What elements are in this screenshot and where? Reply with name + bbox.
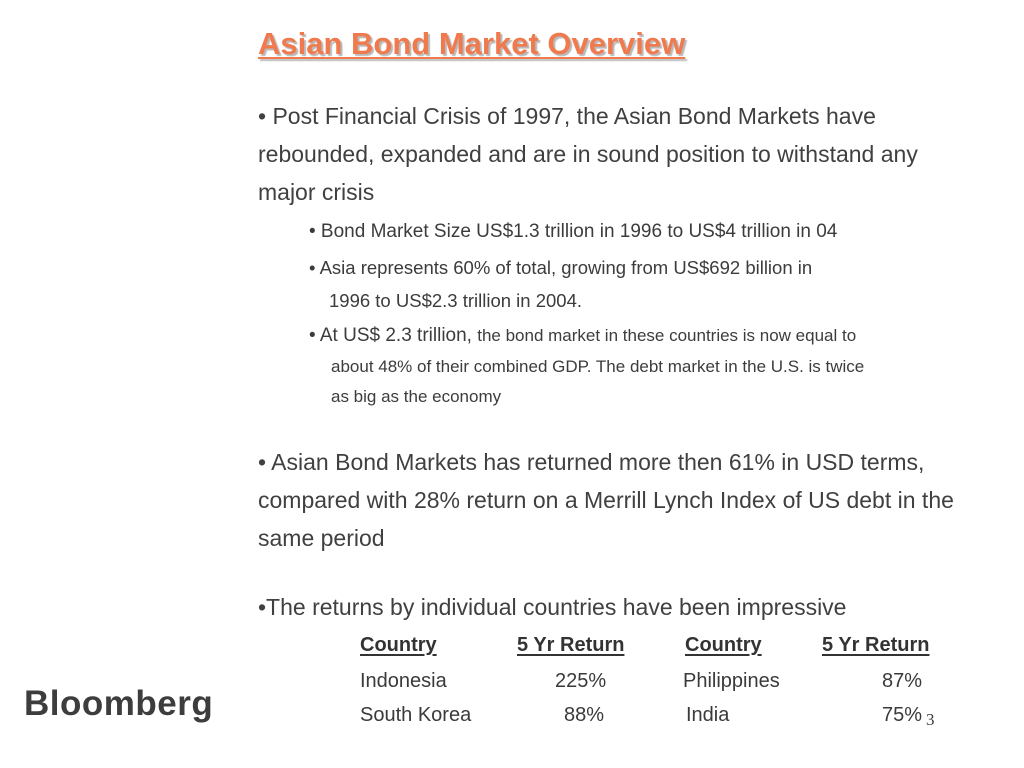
table-cell-country: Indonesia bbox=[360, 670, 447, 692]
bullet-returns-usd: • Asian Bond Markets has returned more then 61% in USD terms, compared with 28% return on a Merrill Lynch Index of US debt in the same period bbox=[258, 449, 954, 551]
sub-bullet-market-size: • Bond Market Size US$1.3 trillion in 1996 to US$4 trillion in 04 bbox=[309, 221, 838, 242]
bullet-post-crisis: • Post Financial Crisis of 1997, the Asian Bond Markets have rebounded, expanded and are in sound position to withstand any major crisis bbox=[258, 103, 918, 205]
table-header-return-2: 5 Yr Return bbox=[822, 634, 930, 656]
bloomberg-logo: Bloomberg bbox=[24, 684, 214, 723]
sub-bullet-gdp-lead: • At US$ 2.3 trillion, bbox=[309, 325, 478, 346]
table-cell-country: India bbox=[686, 704, 730, 726]
table-cell-return: 225% bbox=[555, 670, 607, 692]
table-cell-return: 87% bbox=[882, 670, 923, 692]
page-number: 3 bbox=[926, 710, 935, 729]
bullet-country-returns: •The returns by individual countries have been impressive bbox=[258, 594, 847, 620]
sub-bullet-gdp-rest: the bond market in these countries is now equal to bbox=[477, 326, 857, 345]
table-header-country-1: Country bbox=[360, 634, 437, 656]
table-header-country-2: Country bbox=[685, 634, 762, 656]
slide-title: Asian Bond Market Overview bbox=[258, 26, 686, 61]
sub-bullet-asia-share-cont: 1996 to US$2.3 trillion in 2004. bbox=[329, 290, 583, 311]
table-cell-return: 88% bbox=[564, 704, 605, 726]
sub-bullet-gdp bbox=[309, 320, 856, 352]
table-cell-return: 75% bbox=[882, 704, 923, 726]
sub-bullet-asia-share: • Asia represents 60% of total, growing from US$692 billion in bbox=[309, 257, 813, 278]
sub-bullet-gdp-line3: as big as the economy bbox=[331, 387, 502, 406]
table-cell-country: South Korea bbox=[360, 704, 472, 726]
table-header-return-1: 5 Yr Return bbox=[517, 634, 625, 656]
table-cell-country: Philippines bbox=[683, 670, 780, 692]
sub-bullet-gdp-line2: about 48% of their combined GDP. The debt market in the U.S. is twice bbox=[331, 357, 865, 376]
